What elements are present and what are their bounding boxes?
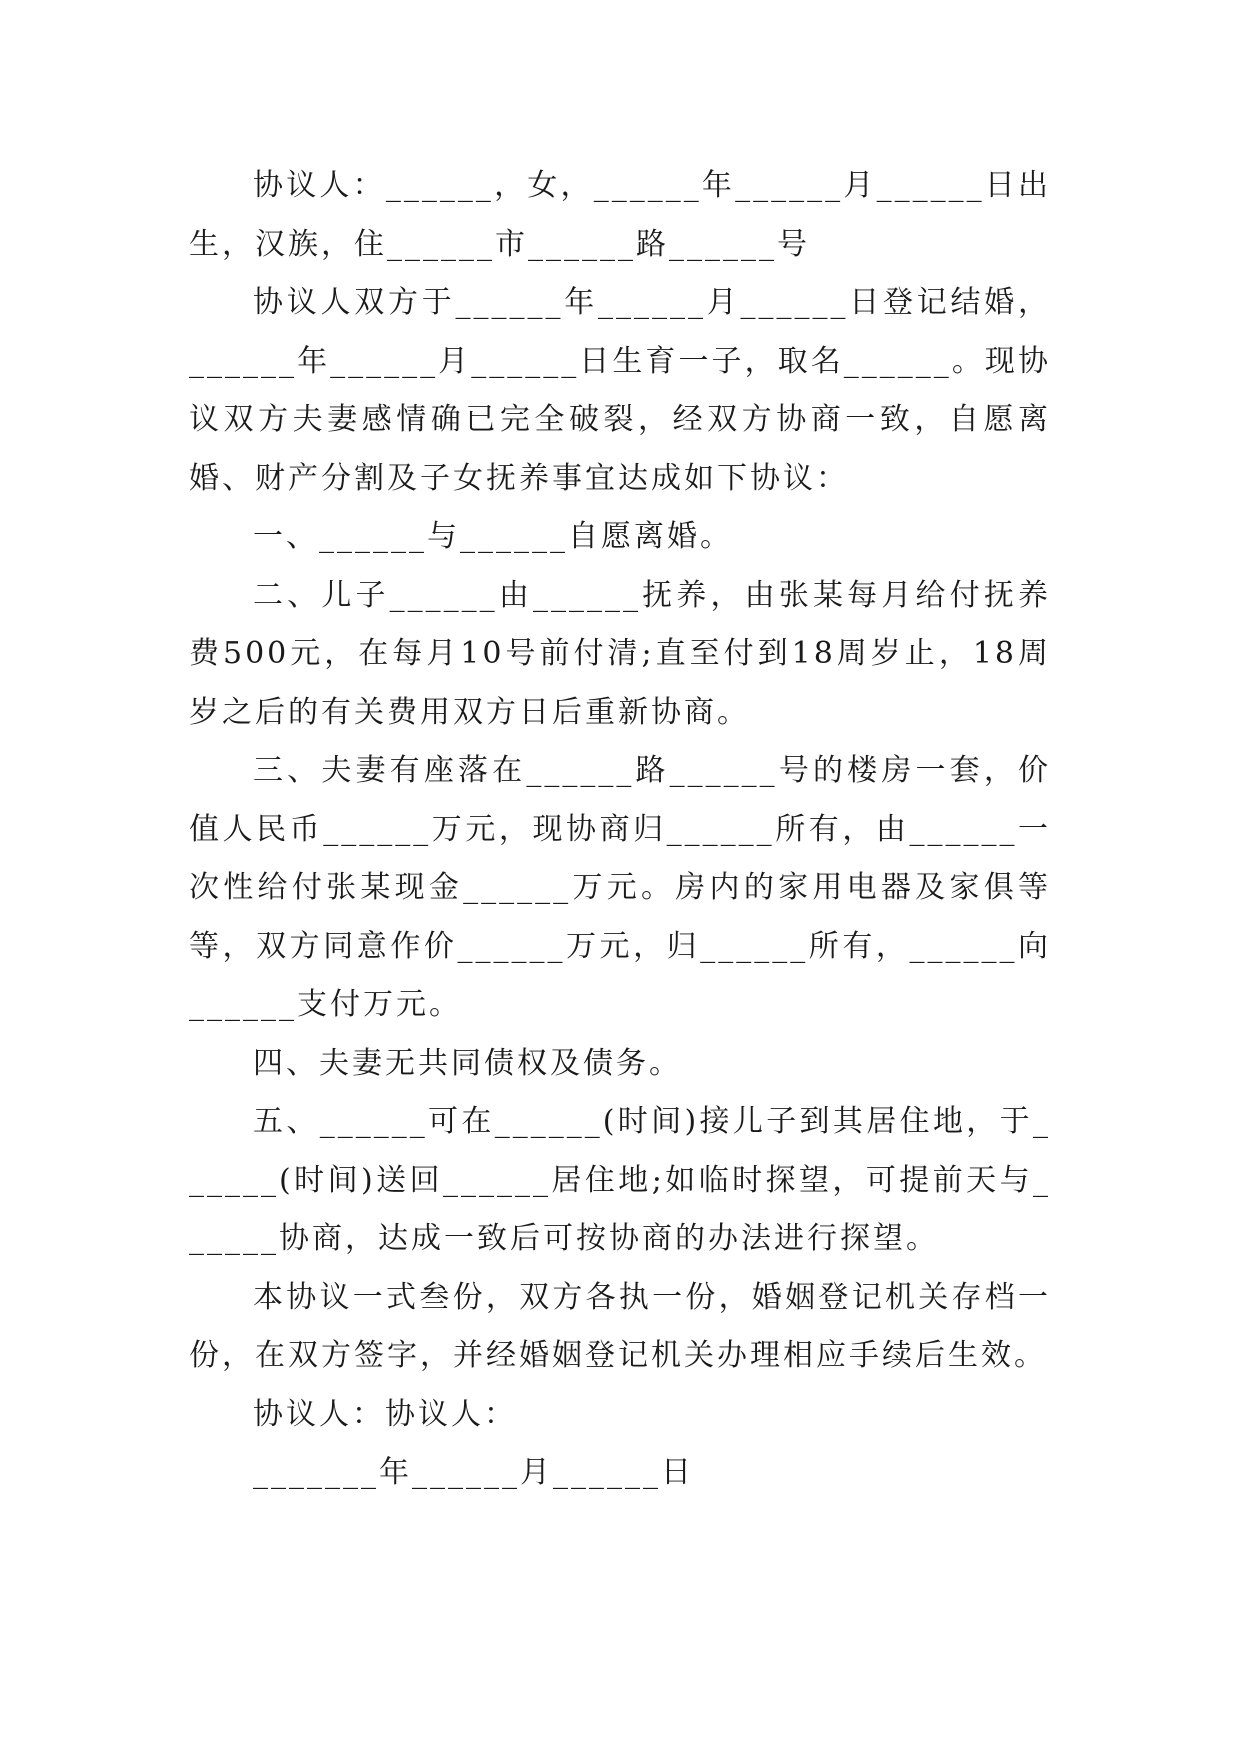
clause-4-debts: 四、夫妻无共同债权及债务。 <box>253 1045 682 1081</box>
clause-5-visitation: 五、______可在______(时间)接儿子到其居住地，于______(时间)送回______居住地;如临时探望，可提前天与______协商，达成一致后可按协商的办法进行探望。 <box>189 1104 1051 1256</box>
signature-line: 协议人：协议人： <box>253 1396 517 1432</box>
party-info-paragraph: 协议人：______，女，______年______月______日出生，汉族，住______市______路______号 <box>189 168 1051 262</box>
clause-3-property: 三、夫妻有座落在______路______号的楼房一套，价值人民币______万元，现协商归______所有，由______一次性给付张某现金______万元。房内的家用电器及家俱等等，双方同意作价______万元，归______所有，______向______支付万元。 <box>189 753 1051 1022</box>
effectiveness-paragraph: 本协议一式叁份，双方各执一份，婚姻登记机关存档一份，在双方签字，并经婚姻登记机关办理相应手续后生效。 <box>189 1279 1051 1373</box>
agreement-body <box>189 157 1051 1503</box>
marriage-info-paragraph: 协议人双方于______年______月______日登记结婚，______年______月______日生育一子，取名______。现协议双方夫妻感情确已完全破裂，经双方协商一致，自愿离婚、财产分割及子女抚养事宜达成如下协议： <box>189 285 1051 496</box>
clause-1-divorce: 一、______与______自愿离婚。 <box>253 519 733 554</box>
clause-2-child-support: 二、儿子______由______抚养，由张某每月给付抚养费500元，在每月10号前付清;直至付到18周岁止，18周岁之后的有关费用双方日后重新协商。 <box>189 577 1051 730</box>
date-line: _______年______月______日 <box>253 1455 694 1490</box>
